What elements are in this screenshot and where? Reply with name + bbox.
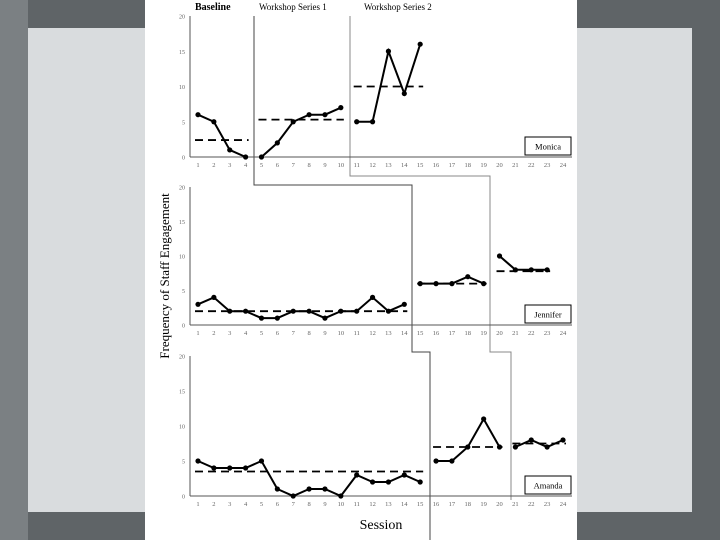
x-tick-label: 3: [228, 162, 232, 169]
data-point: [354, 309, 359, 314]
x-tick-label: 11: [353, 330, 360, 337]
x-tick-label: 4: [243, 330, 248, 337]
x-tick-label: 17: [448, 501, 456, 508]
participant-label: Jennifer: [534, 309, 562, 320]
data-point: [418, 281, 423, 286]
data-point: [418, 42, 423, 47]
data-point: [306, 486, 311, 491]
data-point: [322, 486, 327, 491]
y-tick-label: 15: [179, 49, 185, 56]
x-tick-label: 12: [369, 162, 376, 169]
x-tick-label: 4: [243, 501, 248, 508]
phase-label-workshop-2: Workshop Series 2: [364, 2, 432, 12]
x-tick-label: 2: [212, 162, 216, 169]
data-point: [513, 267, 518, 272]
x-tick-label: 18: [464, 330, 472, 337]
x-axis-label: Session: [359, 518, 403, 533]
x-tick-label: 10: [337, 162, 345, 169]
x-tick-label: 15: [416, 162, 424, 169]
x-tick-label: 17: [448, 330, 456, 337]
data-point: [275, 140, 280, 145]
phase-label-baseline: Baseline: [195, 2, 231, 13]
x-tick-label: 20: [496, 501, 503, 508]
x-tick-label: 19: [480, 330, 487, 337]
x-tick-label: 16: [432, 501, 440, 508]
x-tick-label: 12: [369, 501, 376, 508]
panel-amanda: [179, 355, 572, 509]
x-tick-label: 7: [291, 501, 295, 508]
data-series-line: [261, 108, 340, 157]
data-point: [338, 493, 343, 498]
x-tick-label: 14: [401, 501, 408, 508]
x-tick-label: 3: [228, 501, 232, 508]
data-point: [370, 479, 375, 484]
y-tick-label: 0: [182, 323, 185, 330]
x-tick-label: 22: [528, 162, 535, 169]
x-tick-label: 6: [275, 501, 279, 508]
x-tick-label: 16: [432, 330, 440, 337]
x-tick-label: 19: [480, 162, 487, 169]
data-point: [529, 437, 534, 442]
x-tick-label: 11: [353, 501, 360, 508]
data-point: [433, 281, 438, 286]
x-tick-label: 5: [259, 162, 264, 169]
x-tick-label: 8: [307, 162, 311, 169]
x-tick-label: 24: [559, 501, 567, 508]
x-tick-label: 10: [337, 330, 345, 337]
data-point: [291, 309, 296, 314]
x-tick-label: 15: [416, 501, 424, 508]
x-tick-label: 21: [512, 330, 519, 337]
x-tick-label: 11: [353, 162, 360, 169]
data-point: [291, 493, 296, 498]
data-point: [259, 154, 264, 159]
data-point: [513, 444, 518, 449]
data-series-line: [198, 297, 404, 318]
data-point: [449, 458, 454, 463]
data-point: [354, 472, 359, 477]
x-tick-label: 15: [416, 330, 424, 337]
x-tick-label: 7: [291, 330, 295, 337]
data-series-line: [500, 256, 548, 270]
x-tick-label: 24: [559, 162, 567, 169]
x-tick-label: 7: [291, 162, 295, 169]
data-point: [386, 49, 391, 54]
data-point: [465, 274, 470, 279]
y-tick-label: 15: [179, 220, 185, 226]
x-tick-label: 9: [323, 162, 327, 169]
data-point: [433, 458, 438, 463]
data-point: [291, 119, 296, 124]
x-tick-label: 14: [401, 330, 408, 337]
data-point: [259, 316, 264, 321]
y-tick-label: 20: [179, 354, 185, 361]
data-point: [338, 309, 343, 314]
data-point: [259, 458, 264, 463]
data-point: [243, 465, 248, 470]
y-tick-label: 0: [182, 494, 185, 501]
x-tick-label: 14: [401, 162, 408, 169]
data-point: [195, 302, 200, 307]
x-tick-label: 23: [543, 162, 551, 169]
data-series-line: [436, 419, 499, 461]
x-tick-label: 13: [385, 501, 392, 508]
x-tick-label: 17: [448, 162, 456, 169]
data-point: [211, 295, 216, 300]
x-tick-label: 20: [496, 162, 503, 169]
data-point: [322, 112, 327, 117]
data-point: [560, 437, 565, 442]
x-tick-label: 5: [259, 501, 264, 508]
data-series-line: [198, 115, 246, 157]
data-point: [497, 444, 502, 449]
y-tick-label: 15: [179, 389, 185, 396]
y-tick-label: 5: [182, 459, 185, 466]
participant-label: Monica: [535, 141, 561, 152]
data-point: [386, 479, 391, 484]
panel-monica: [179, 15, 572, 170]
data-point: [338, 105, 343, 110]
data-point: [370, 119, 375, 124]
data-point: [402, 91, 407, 96]
x-tick-label: 9: [323, 330, 327, 337]
x-tick-label: 3: [228, 330, 232, 337]
data-series-line: [357, 44, 420, 122]
data-point: [386, 309, 391, 314]
x-tick-label: 4: [243, 162, 248, 169]
data-point: [465, 444, 470, 449]
x-tick-label: 24: [559, 330, 567, 337]
data-point: [227, 147, 232, 152]
data-point: [481, 281, 486, 286]
x-tick-label: 8: [307, 330, 311, 337]
x-tick-label: 2: [212, 501, 216, 508]
y-tick-label: 20: [179, 14, 185, 21]
x-tick-label: 1: [196, 162, 200, 169]
x-tick-label: 10: [337, 501, 345, 508]
data-series-line: [515, 440, 563, 447]
data-point: [275, 486, 280, 491]
data-point: [243, 154, 248, 159]
data-point: [195, 112, 200, 117]
y-axis-label: Frequency of Staff Engagement: [157, 193, 172, 359]
data-point: [275, 316, 280, 321]
y-tick-label: 20: [179, 185, 185, 192]
data-point: [529, 267, 534, 272]
data-point: [227, 309, 232, 314]
data-point: [402, 472, 407, 477]
y-tick-label: 10: [179, 254, 185, 261]
x-tick-label: 21: [512, 162, 519, 169]
data-point: [545, 267, 550, 272]
x-tick-label: 6: [275, 330, 279, 337]
x-tick-label: 13: [385, 162, 392, 169]
data-point: [402, 302, 407, 307]
panel-jennifer: [179, 186, 572, 338]
participant-label: Amanda: [533, 480, 563, 491]
data-point: [481, 416, 486, 421]
x-tick-label: 18: [464, 162, 472, 169]
x-tick-label: 16: [432, 162, 440, 169]
data-point: [243, 309, 248, 314]
data-point: [418, 479, 423, 484]
data-point: [545, 444, 550, 449]
data-point: [322, 316, 327, 321]
data-point: [211, 465, 216, 470]
y-tick-label: 10: [179, 85, 185, 91]
x-tick-label: 1: [196, 330, 200, 337]
data-point: [449, 281, 454, 286]
data-point: [306, 309, 311, 314]
data-point: [306, 112, 311, 117]
x-tick-label: 21: [512, 501, 519, 508]
x-tick-label: 22: [528, 330, 535, 337]
x-tick-label: 20: [496, 330, 503, 337]
y-tick-label: 5: [182, 289, 185, 295]
x-tick-label: 1: [196, 501, 200, 508]
x-tick-label: 13: [385, 330, 392, 337]
x-tick-label: 19: [480, 501, 487, 508]
x-tick-label: 9: [323, 501, 327, 508]
x-tick-label: 22: [528, 501, 535, 508]
data-point: [195, 458, 200, 463]
y-tick-label: 5: [182, 120, 185, 127]
data-point: [370, 295, 375, 300]
x-tick-label: 6: [275, 162, 279, 169]
data-point: [227, 465, 232, 470]
x-tick-label: 8: [307, 501, 311, 508]
phase-label-workshop-1: Workshop Series 1: [259, 2, 327, 12]
data-point: [354, 119, 359, 124]
x-tick-label: 5: [259, 330, 264, 337]
y-tick-label: 0: [182, 155, 185, 162]
x-tick-label: 2: [212, 330, 216, 337]
x-tick-label: 23: [543, 330, 551, 337]
x-tick-label: 18: [464, 501, 472, 508]
x-tick-label: 12: [369, 330, 376, 337]
data-point: [497, 253, 502, 258]
y-tick-label: 10: [179, 424, 185, 431]
data-point: [211, 119, 216, 124]
x-tick-label: 23: [543, 501, 551, 508]
